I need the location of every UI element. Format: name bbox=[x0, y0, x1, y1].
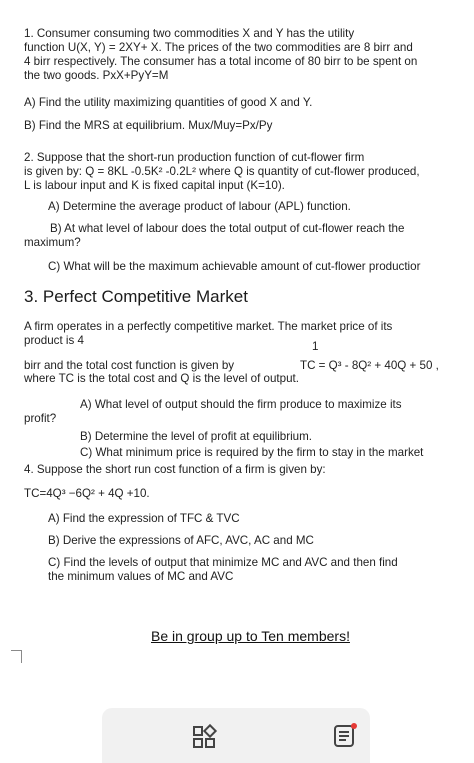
q3-where-line: where TC is the total cost and Q is the level of output. bbox=[24, 372, 299, 385]
q3-part-c: C) What minimum price is required by the firm to stay in the market bbox=[80, 446, 424, 459]
q4-part-a: A) Find the expression of TFC & TVC bbox=[48, 512, 240, 525]
q1-line-1: 1. Consumer consuming two commodities X and Y has the utility bbox=[24, 27, 355, 40]
corner-mark bbox=[11, 650, 22, 663]
q2-line-2: is given by: Q = 8KL -0.5K² -0.2L² where Q is quantity of cut-flower produced, bbox=[24, 165, 420, 178]
q3-cost-line-left: birr and the total cost function is given by bbox=[24, 359, 235, 372]
q2-part-a: A) Determine the average product of labour (APL) function. bbox=[48, 200, 351, 213]
q1-line-2: function U(X, Y) = 2XY+ X. The prices of the two commodities are 8 birr and bbox=[24, 41, 413, 54]
q4-part-c-line-1: C) Find the levels of output that minimize MC and AVC and then find bbox=[48, 556, 398, 569]
group-note: Be in group up to Ten members! bbox=[151, 628, 350, 644]
apps-grid-icon[interactable] bbox=[189, 722, 219, 752]
q3-part-b: B) Determine the level of profit at equilibrium. bbox=[80, 430, 312, 443]
q4-intro: 4. Suppose the short run cost function of a firm is given by: bbox=[24, 463, 326, 476]
q3-heading: 3. Perfect Competitive Market bbox=[24, 287, 248, 306]
q4-part-c-line-2: the minimum values of MC and AVC bbox=[48, 570, 234, 583]
q2-part-b-line-1: B) At what level of labour does the total output of cut-flower reach the bbox=[50, 222, 405, 235]
q1-part-a: A) Find the utility maximizing quantities of good X and Y. bbox=[24, 96, 313, 109]
q3-line-2: product is 4 bbox=[24, 334, 84, 347]
q3-line-1: A firm operates in a perfectly competitive market. The market price of its bbox=[24, 320, 393, 333]
q1-part-b: B) Find the MRS at equilibrium. Mux/Muy=Px/Py bbox=[24, 119, 273, 132]
q2-part-b-line-2: maximum? bbox=[24, 236, 81, 249]
q4-formula: TC=4Q³ −6Q² + 4Q +10. bbox=[24, 487, 150, 500]
q4-part-b: B) Derive the expressions of AFC, AVC, AC and MC bbox=[48, 534, 314, 547]
q1-line-3: 4 birr respectively. The consumer has a total income of 80 birr to be spent on bbox=[24, 55, 418, 68]
q3-cost-formula: TC = Q³ - 8Q² + 40Q + 50 , bbox=[300, 359, 439, 372]
q2-part-c: C) What will be the maximum achievable amount of cut-flower productior bbox=[48, 260, 421, 273]
notification-badge bbox=[351, 723, 357, 729]
bottom-action-bar bbox=[102, 708, 370, 763]
q1-line-4: the two goods. PxX+PyY=M bbox=[24, 69, 169, 82]
q3-part-a-line-1: A) What level of output should the firm produce to maximize its bbox=[80, 398, 402, 411]
q3-footnote-marker: 1 bbox=[312, 340, 319, 353]
q3-part-a-line-2: profit? bbox=[24, 412, 57, 425]
q2-line-3: L is labour input and K is fixed capital input (K=10). bbox=[24, 179, 285, 192]
document-list-icon[interactable] bbox=[330, 721, 360, 751]
q2-line-1: 2. Suppose that the short-run production function of cut-flower firm bbox=[24, 151, 365, 164]
